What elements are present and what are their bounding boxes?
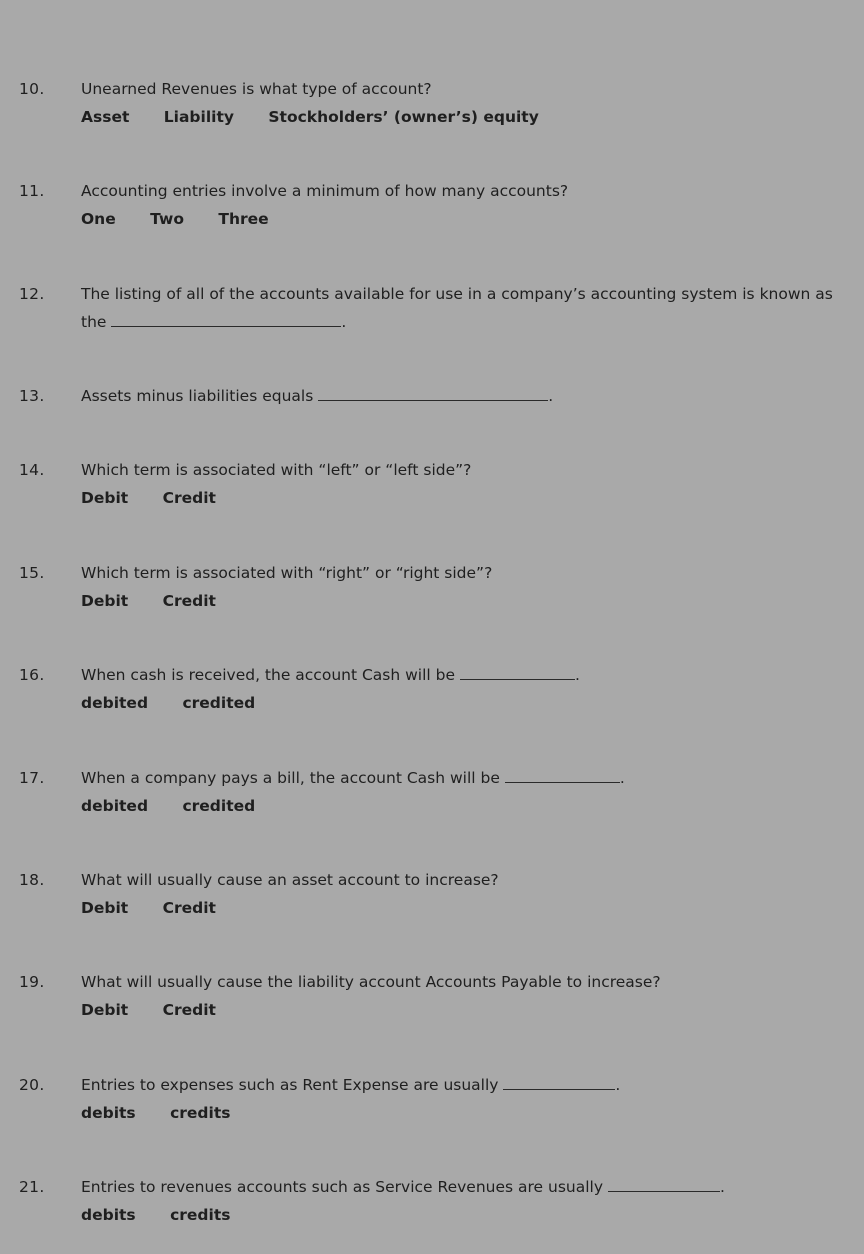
- question-text: Which term is associated with “right” or “right side”?: [81, 564, 493, 582]
- question-text: Unearned Revenues is what type of account?: [81, 80, 432, 98]
- option-credit[interactable]: Credit: [162, 899, 216, 917]
- question-text-body: Entries to expenses such as Rent Expense are usually: [81, 1076, 499, 1094]
- answer-options: [81, 897, 245, 919]
- answer-options: [81, 795, 284, 817]
- answer-blank[interactable]: [505, 770, 620, 783]
- option-credited[interactable]: credited: [182, 797, 256, 815]
- blank-period: .: [619, 769, 625, 787]
- option-debits[interactable]: debits: [81, 1206, 136, 1224]
- blank-period: .: [548, 387, 554, 405]
- question-text-body: The listing of all of the accounts available for use in a company’s accounting system is known as the: [81, 285, 833, 331]
- option-debit[interactable]: Debit: [81, 1001, 129, 1019]
- option-credit[interactable]: Credit: [162, 489, 216, 507]
- question-number: 19.: [19, 973, 45, 991]
- option-three[interactable]: Three: [218, 210, 269, 228]
- question-text-body: Assets minus liabilities equals: [81, 387, 314, 405]
- question-number: 10.: [19, 80, 45, 98]
- answer-options: [81, 208, 298, 230]
- option-liability[interactable]: Liability: [163, 108, 234, 126]
- answer-options: [81, 1204, 259, 1226]
- question-text: [81, 382, 851, 410]
- option-credit[interactable]: Credit: [162, 1001, 216, 1019]
- question-number: 20.: [19, 1076, 45, 1094]
- option-debited[interactable]: debited: [81, 797, 149, 815]
- option-asset[interactable]: Asset: [81, 108, 130, 126]
- answer-blank[interactable]: [318, 388, 548, 401]
- answer-options: [81, 1102, 259, 1124]
- option-debit[interactable]: Debit: [81, 592, 129, 610]
- question-text-body: Entries to revenues accounts such as Service Revenues are usually: [81, 1178, 604, 1196]
- option-credits[interactable]: credits: [170, 1104, 231, 1122]
- option-credits[interactable]: credits: [170, 1206, 231, 1224]
- question-number: 13.: [19, 387, 45, 405]
- answer-blank[interactable]: [503, 1077, 615, 1090]
- question-text-body: When cash is received, the account Cash will be: [81, 666, 456, 684]
- question-text: Accounting entries involve a minimum of how many accounts?: [81, 182, 569, 200]
- option-debit[interactable]: Debit: [81, 899, 129, 917]
- question-number: 16.: [19, 666, 45, 684]
- option-equity[interactable]: Stockholders’ (owner’s) equity: [268, 108, 539, 126]
- answer-options: [81, 590, 245, 612]
- question-text: What will usually cause an asset account to increase?: [81, 871, 499, 889]
- question-text: [81, 764, 851, 792]
- option-debits[interactable]: debits: [81, 1104, 136, 1122]
- option-credited[interactable]: credited: [182, 694, 256, 712]
- blank-period: .: [719, 1178, 725, 1196]
- option-debited[interactable]: debited: [81, 694, 149, 712]
- question-text: [81, 280, 851, 336]
- question-number: 17.: [19, 769, 45, 787]
- question-number: 11.: [19, 182, 45, 200]
- question-text: What will usually cause the liability account Accounts Payable to increase?: [81, 973, 661, 991]
- option-one[interactable]: One: [81, 210, 116, 228]
- question-number: 12.: [19, 285, 45, 303]
- answer-options: [81, 692, 284, 714]
- question-number: 18.: [19, 871, 45, 889]
- answer-options: [81, 106, 568, 128]
- answer-blank[interactable]: [608, 1179, 720, 1192]
- question-text: [81, 1071, 851, 1099]
- question-text: Which term is associated with “left” or “left side”?: [81, 461, 472, 479]
- question-number: 21.: [19, 1178, 45, 1196]
- blank-period: .: [574, 666, 580, 684]
- blank-period: .: [341, 313, 347, 331]
- answer-options: [81, 999, 245, 1021]
- answer-blank[interactable]: [111, 314, 341, 327]
- option-credit[interactable]: Credit: [162, 592, 216, 610]
- option-debit[interactable]: Debit: [81, 489, 129, 507]
- answer-blank[interactable]: [460, 667, 575, 680]
- question-text: [81, 1173, 851, 1201]
- answer-options: [81, 487, 245, 509]
- question-number: 15.: [19, 564, 45, 582]
- question-number: 14.: [19, 461, 45, 479]
- question-text: [81, 661, 851, 689]
- option-two[interactable]: Two: [150, 210, 184, 228]
- blank-period: .: [615, 1076, 621, 1094]
- question-text-body: When a company pays a bill, the account Cash will be: [81, 769, 500, 787]
